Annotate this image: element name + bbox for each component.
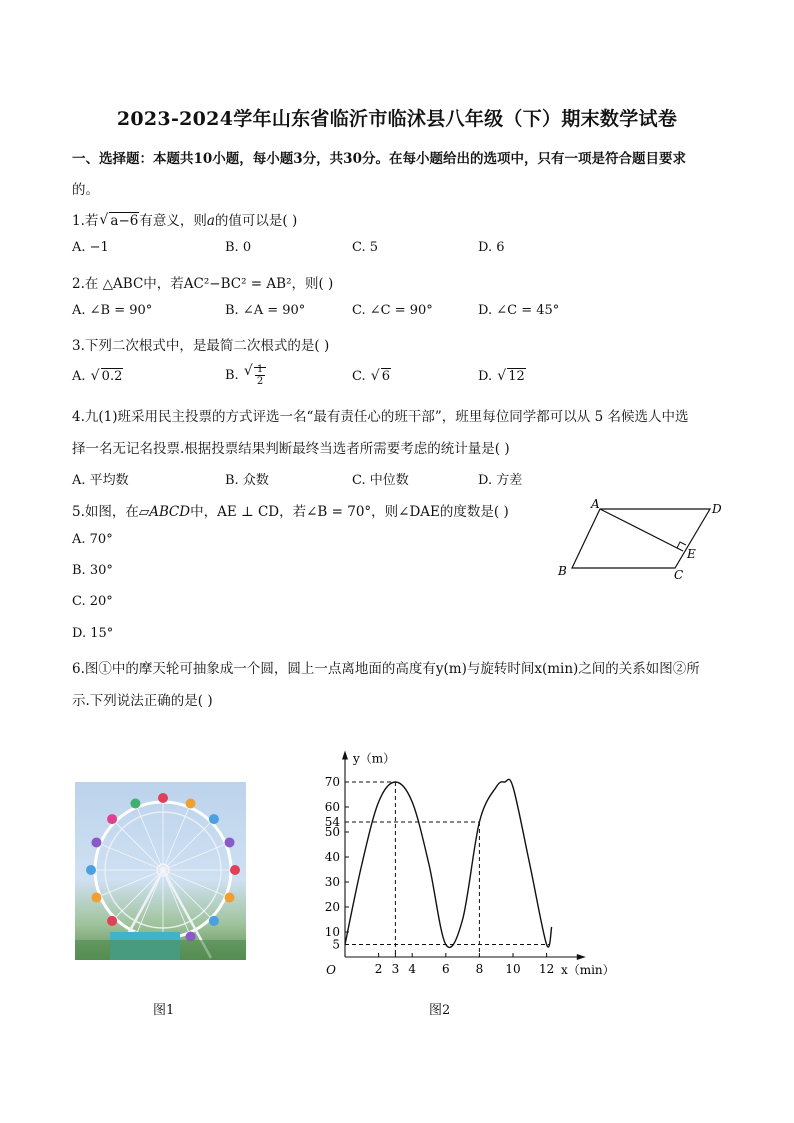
question-6-line1: 6.图①中的摩天轮可抽象成一个圆，圆上一点离地面的高度有y(m)与旋转时间x(min)之间的关系如图②所 xyxy=(72,661,700,677)
gondola xyxy=(107,814,117,824)
q2-option-d[interactable]: D. ∠C = 45° xyxy=(478,303,560,318)
x-tick-label: 6 xyxy=(441,962,450,976)
sqrt-symbol xyxy=(371,369,391,384)
q5-option-b[interactable]: B. 30° xyxy=(72,563,113,578)
y-tick-label: 60 xyxy=(324,800,340,814)
trees xyxy=(75,940,246,960)
gondola xyxy=(107,916,117,926)
origin-label: O xyxy=(326,963,336,977)
q3-option-a[interactable] xyxy=(72,369,123,384)
segment-ae xyxy=(600,509,683,551)
y-tick-label: 70 xyxy=(324,775,340,789)
question-4-line1: 4.九(1)班采用民主投票的方式评选一名“最有责任心的班干部”，班里每位同学都可以从 5 名候选人中选 xyxy=(72,409,689,425)
q5-option-a[interactable]: A. 70° xyxy=(72,532,113,547)
gondola xyxy=(91,893,101,903)
q3-d-radicand: 12 xyxy=(508,369,525,384)
gondola xyxy=(225,837,235,847)
height-curve xyxy=(345,779,552,947)
y-axis-label: y（m） xyxy=(353,751,396,766)
gondola xyxy=(158,793,168,803)
q2-option-a[interactable]: A. ∠B = 90° xyxy=(72,303,153,318)
gondola xyxy=(91,837,101,847)
x-tick-label: 12 xyxy=(538,962,555,976)
y-tick-label: 40 xyxy=(324,850,340,864)
q3-c-label: C. xyxy=(352,369,366,384)
figure-2-caption: 图2 xyxy=(429,1003,451,1018)
q3-c-radicand: 6 xyxy=(381,369,391,384)
q1-option-b[interactable]: B. 0 xyxy=(225,240,252,255)
question-5-stem: 5.如图，在▱𝐴𝐵𝐶𝐷中，AE ⊥ CD，若∠B = 70°，则∠DAE的度数是( ) xyxy=(72,504,509,520)
sqrt-symbol xyxy=(91,369,124,384)
y-tick-label: 50 xyxy=(324,825,340,839)
sqrt-symbol xyxy=(244,364,266,387)
question-4-line2: 择一名无记名投票.根据投票结果判断最终当选者所需要考虑的统计量是( ) xyxy=(72,441,510,457)
q1-radicand: a−6 xyxy=(110,213,139,229)
ferris-wheel-illustration xyxy=(75,782,246,960)
gondola xyxy=(225,893,235,903)
gondola xyxy=(130,798,140,808)
wheel-spoke xyxy=(163,870,211,918)
q1-option-c[interactable]: C. 5 xyxy=(352,240,379,255)
q3-option-b[interactable] xyxy=(225,364,266,387)
q3-b-numerator: √ 1 xyxy=(256,364,264,375)
question-2-stem: 2.在 △ABC中，若AC²−BC² = AB²，则( ) xyxy=(72,276,334,292)
ferris-wheel-photo xyxy=(75,782,246,960)
question-1-stem xyxy=(72,209,297,229)
q4-option-c[interactable]: C. 中位数 xyxy=(352,473,409,488)
q3-option-c[interactable] xyxy=(352,369,391,384)
vertex-label-b: B xyxy=(558,564,567,578)
x-axis-label: x（min） xyxy=(560,963,615,977)
gondola xyxy=(86,865,96,875)
x-tick-label: 4 xyxy=(408,962,417,976)
gondola xyxy=(186,798,196,808)
vertex-label-e: E xyxy=(687,547,696,561)
q3-option-d[interactable] xyxy=(478,369,526,384)
q3-a-label: A. xyxy=(72,369,86,384)
wheel-spoke xyxy=(115,822,163,870)
q2-option-b[interactable]: B. ∠A = 90° xyxy=(225,303,306,318)
question-6-line2: 示.下列说法正确的是( ) xyxy=(72,693,213,709)
q4-option-d[interactable]: D. 方差 xyxy=(478,473,523,488)
right-angle-mark xyxy=(677,542,686,548)
q3-a-radicand: 0.2 xyxy=(101,369,123,384)
q5-option-d[interactable]: D. 15° xyxy=(72,626,114,641)
fraction xyxy=(255,364,265,387)
question-3-stem: 3.下列二次根式中，是最简二次根式的是( ) xyxy=(72,338,330,354)
x-tick-label: 10 xyxy=(505,962,521,976)
y-tick-label: 54 xyxy=(324,815,340,829)
q2-option-c[interactable]: C. ∠C = 90° xyxy=(352,303,433,318)
x-tick-label: 3 xyxy=(391,962,400,976)
figure-1-caption: 图1 xyxy=(153,1003,175,1018)
gondola xyxy=(230,865,240,875)
q3-b-denominator: 2 xyxy=(256,376,264,387)
vertex-label-d: D xyxy=(712,502,722,516)
y-tick-label: 5 xyxy=(332,937,340,952)
wheel-spoke xyxy=(115,870,163,918)
page-title: 2023-2024学年山东省临沂市临沭县八年级（下）期末数学试卷 xyxy=(116,108,678,130)
height-time-chart xyxy=(312,712,622,987)
q3-d-label: D. xyxy=(478,369,493,384)
q4-option-b[interactable]: B. 众数 xyxy=(225,473,269,488)
x-tick-label: 8 xyxy=(475,962,484,976)
y-tick-label: 20 xyxy=(324,900,340,914)
parallelogram-figure xyxy=(550,495,730,585)
gondola xyxy=(209,916,219,926)
q1-post: 有意义，则𝑎的值可以是( ) xyxy=(139,213,298,229)
q5-option-c[interactable]: C. 20° xyxy=(72,594,113,609)
vertex-label-a: A xyxy=(591,497,600,511)
gondola xyxy=(209,814,219,824)
q1-pre: 1.若 xyxy=(72,213,99,229)
sqrt-symbol xyxy=(99,213,139,229)
vertex-label-c: C xyxy=(674,568,684,582)
y-tick-label: 10 xyxy=(324,925,340,939)
y-tick-label: 30 xyxy=(324,875,340,889)
section-instruction-line2: 的。 xyxy=(72,182,99,198)
section-instruction-line1: 一、选择题：本题共10小题，每小题3分，共30分。在每小题给出的选项中，只有一项是符合题目要求 xyxy=(72,151,686,167)
q3-b-label: B. xyxy=(225,368,239,383)
x-axis-arrow xyxy=(577,954,586,960)
y-axis-arrow xyxy=(342,751,348,760)
wheel-spoke xyxy=(163,822,211,870)
sqrt-symbol xyxy=(497,369,526,384)
x-tick-label: 2 xyxy=(374,962,383,976)
q4-option-a[interactable]: A. 平均数 xyxy=(72,473,129,488)
q1-option-d[interactable]: D. 6 xyxy=(478,240,505,255)
q1-option-a[interactable]: A. −1 xyxy=(72,240,109,255)
